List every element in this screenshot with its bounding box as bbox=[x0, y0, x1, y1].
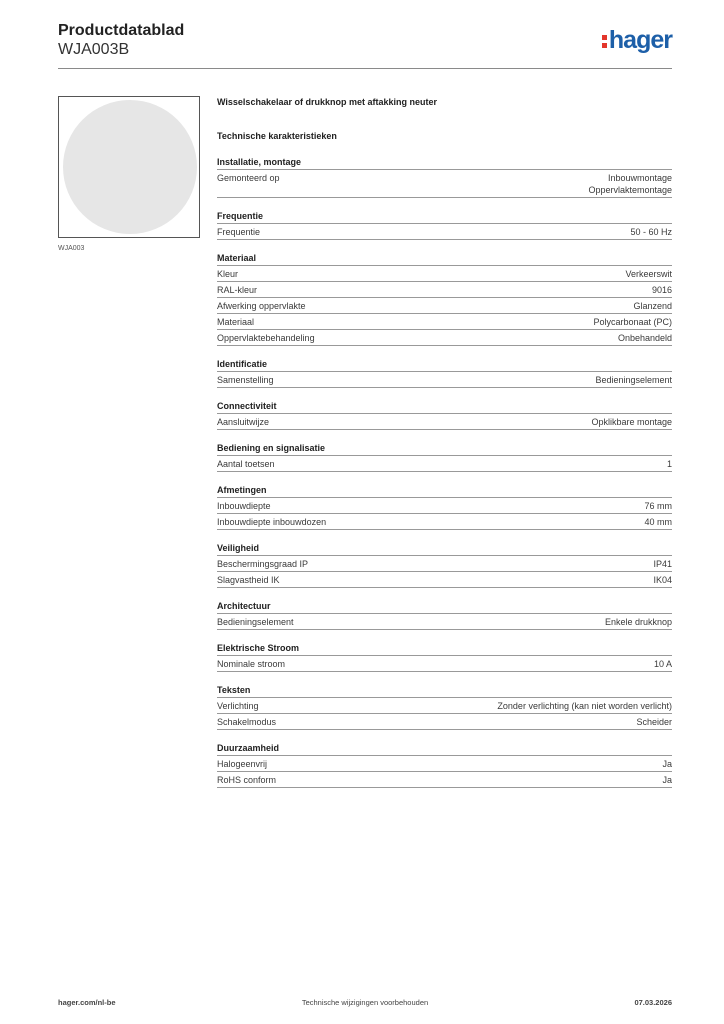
spec-value bbox=[625, 268, 672, 280]
spec-value bbox=[653, 558, 672, 570]
hager-logo bbox=[602, 26, 672, 55]
spec-value-line: Onbehandeld bbox=[617, 333, 672, 343]
spec-value-line: Scheider bbox=[636, 717, 672, 727]
section-title: Identificatie bbox=[217, 358, 672, 372]
spec-row bbox=[217, 714, 672, 730]
spec-value-line: Ja bbox=[662, 759, 672, 769]
spec-label: Aansluitwijze bbox=[217, 417, 270, 427]
product-title: Wisselschakelaar of drukknop met aftakking neuter bbox=[217, 97, 437, 107]
spec-row bbox=[217, 614, 672, 630]
spec-section bbox=[217, 210, 672, 240]
spec-value-line: Opklikbare montage bbox=[591, 417, 672, 427]
spec-row bbox=[217, 572, 672, 588]
spec-label: Slagvastheid IK bbox=[217, 575, 280, 585]
product-image-caption: WJA003 bbox=[58, 245, 85, 252]
spec-row bbox=[217, 372, 672, 388]
spec-label: Halogeenvrij bbox=[217, 759, 268, 769]
spec-value-line: 10 A bbox=[653, 659, 672, 669]
spec-value-line: Zonder verlichting (kan niet worden verlicht) bbox=[497, 701, 672, 711]
spec-value bbox=[644, 500, 672, 512]
spec-label: RAL-kleur bbox=[217, 285, 258, 295]
spec-section bbox=[217, 156, 672, 198]
spec-row bbox=[217, 282, 672, 298]
spec-row bbox=[217, 756, 672, 772]
spec-row bbox=[217, 298, 672, 314]
spec-section bbox=[217, 642, 672, 672]
spec-section bbox=[217, 252, 672, 346]
spec-value bbox=[633, 300, 672, 312]
spec-sections bbox=[217, 156, 672, 788]
spec-section bbox=[217, 484, 672, 530]
spec-label: Oppervlaktebehandeling bbox=[217, 333, 315, 343]
header bbox=[58, 22, 184, 59]
spec-value-line: Polycarbonaat (PC) bbox=[593, 317, 672, 327]
spec-label: Frequentie bbox=[217, 227, 261, 237]
spec-label: Kleur bbox=[217, 269, 239, 279]
spec-label: Verlichting bbox=[217, 701, 259, 711]
spec-value bbox=[662, 774, 672, 786]
footer-date: 07.03.2026 bbox=[634, 998, 672, 1007]
spec-label: Nominale stroom bbox=[217, 659, 286, 669]
spec-value bbox=[652, 284, 672, 296]
section-title: Duurzaamheid bbox=[217, 742, 672, 756]
section-title: Afmetingen bbox=[217, 484, 672, 498]
spec-row bbox=[217, 772, 672, 788]
spec-row bbox=[217, 456, 672, 472]
spec-value bbox=[644, 516, 672, 528]
section-title: Materiaal bbox=[217, 252, 672, 266]
spec-value-line: 1 bbox=[666, 459, 672, 469]
spec-value-line: Glanzend bbox=[633, 301, 672, 311]
section-title: Teksten bbox=[217, 684, 672, 698]
product-code: WJA003B bbox=[58, 41, 130, 58]
spec-row bbox=[217, 514, 672, 530]
spec-label: Aantal toetsen bbox=[217, 459, 275, 469]
spec-value-line: IK04 bbox=[653, 575, 672, 585]
spec-value bbox=[588, 172, 672, 196]
spec-label: Inbouwdiepte bbox=[217, 501, 271, 511]
spec-row bbox=[217, 498, 672, 514]
spec-section bbox=[217, 442, 672, 472]
document-title: Productdatablad bbox=[58, 22, 185, 39]
spec-label: Schakelmodus bbox=[217, 717, 277, 727]
spec-value-line: 50 - 60 Hz bbox=[630, 227, 672, 237]
spec-row bbox=[217, 656, 672, 672]
spec-label: Afwerking oppervlakte bbox=[217, 301, 306, 311]
section-title: Connectiviteit bbox=[217, 400, 672, 414]
spec-row bbox=[217, 314, 672, 330]
spec-row bbox=[217, 224, 672, 240]
spec-section bbox=[217, 742, 672, 788]
technical-characteristics-title: Technische karakteristieken bbox=[217, 131, 337, 141]
spec-value bbox=[630, 226, 672, 238]
spec-row bbox=[217, 330, 672, 346]
spec-value-line: Verkeerswit bbox=[625, 269, 672, 279]
spec-value-line: 40 mm bbox=[644, 517, 672, 527]
spec-value bbox=[618, 332, 672, 344]
spec-label: Gemonteerd op bbox=[217, 173, 280, 183]
section-title: Architectuur bbox=[217, 600, 672, 614]
spec-value bbox=[654, 658, 672, 670]
logo-dots-icon bbox=[602, 31, 607, 49]
spec-value bbox=[591, 416, 672, 428]
spec-row bbox=[217, 698, 672, 714]
spec-value bbox=[662, 758, 672, 770]
spec-value-line: 9016 bbox=[651, 285, 672, 295]
spec-value bbox=[593, 316, 672, 328]
section-title: Frequentie bbox=[217, 210, 672, 224]
spec-value bbox=[595, 374, 672, 386]
spec-section bbox=[217, 542, 672, 588]
spec-section bbox=[217, 684, 672, 730]
section-title: Elektrische Stroom bbox=[217, 642, 672, 656]
logo-text: hager bbox=[608, 26, 672, 54]
header-divider bbox=[58, 68, 672, 69]
spec-section bbox=[217, 600, 672, 630]
spec-label: Materiaal bbox=[217, 317, 255, 327]
spec-row bbox=[217, 556, 672, 572]
section-title: Bediening en signalisatie bbox=[217, 442, 672, 456]
section-title: Veiligheid bbox=[217, 542, 672, 556]
spec-value-line: Bedieningselement bbox=[595, 375, 672, 385]
spec-value-line: 76 mm bbox=[644, 501, 672, 511]
spec-label: RoHS conform bbox=[217, 775, 277, 785]
product-image bbox=[58, 96, 200, 238]
spec-value bbox=[636, 716, 672, 728]
spec-section bbox=[217, 400, 672, 430]
spec-value bbox=[667, 458, 672, 470]
spec-value-line: IP41 bbox=[653, 559, 672, 569]
spec-label: Bedieningselement bbox=[217, 617, 294, 627]
spec-row bbox=[217, 414, 672, 430]
spec-value-line: Enkele drukknop bbox=[604, 617, 672, 627]
spec-value-line: Oppervlaktemontage bbox=[588, 185, 672, 195]
spec-value bbox=[653, 574, 672, 586]
spec-label: Inbouwdiepte inbouwdozen bbox=[217, 517, 327, 527]
spec-value-line: Ja bbox=[662, 775, 672, 785]
footer-website-link[interactable]: hager.com/nl-be bbox=[58, 998, 116, 1007]
section-title: Installatie, montage bbox=[217, 156, 672, 170]
product-circle-image bbox=[63, 100, 197, 234]
footer-disclaimer: Technische wijzigingen voorbehouden bbox=[301, 998, 429, 1007]
spec-value bbox=[497, 700, 672, 712]
product-specifications bbox=[217, 96, 672, 800]
spec-value bbox=[605, 616, 672, 628]
spec-row bbox=[217, 170, 672, 198]
spec-label: Samenstelling bbox=[217, 375, 274, 385]
spec-label: Beschermingsgraad IP bbox=[217, 559, 309, 569]
spec-section bbox=[217, 358, 672, 388]
spec-value-line: Inbouwmontage bbox=[607, 173, 672, 183]
spec-row bbox=[217, 266, 672, 282]
